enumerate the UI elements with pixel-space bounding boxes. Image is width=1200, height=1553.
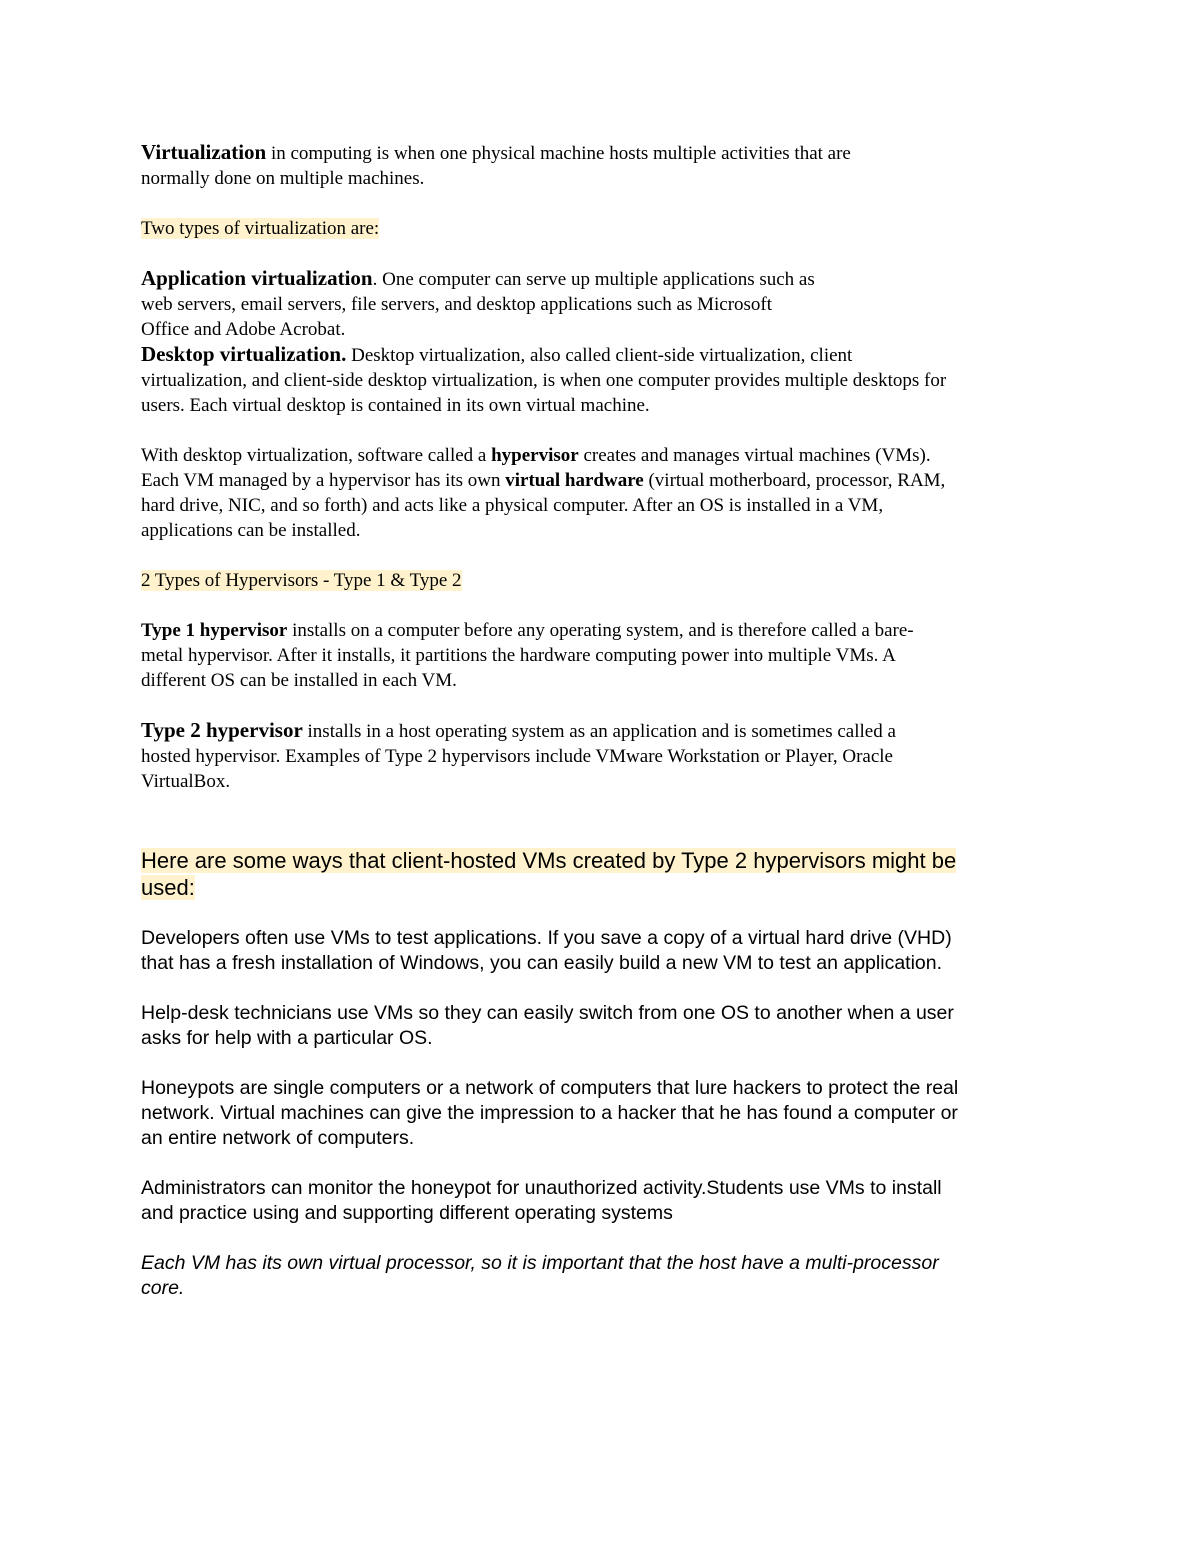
hypervisor-text-a: With desktop virtualization, software called a	[141, 445, 492, 466]
processor-note-line-1: Each VM has its own virtual processor, so it is important that the host have a multi-processor	[141, 1252, 939, 1274]
processor-note-line-2: core.	[141, 1277, 185, 1299]
uses-heading-line-1: Here are some ways that client-hosted VMs created by Type 2 hypervisors might be	[141, 848, 957, 873]
type2-line-3: VirtualBox.	[141, 771, 231, 792]
document-page	[141, 140, 1071, 1301]
type1-paragraph	[141, 618, 1071, 693]
hypervisor-text-d: Each VM managed by a hypervisor has its own	[141, 470, 506, 491]
use-administrators-line-2: and practice using and supporting different operating systems	[141, 1202, 673, 1224]
app-virtualization-line-3: Office and Adobe Acrobat.	[141, 319, 346, 340]
uses-heading-line-2: used:	[141, 875, 195, 900]
use-helpdesk-line-2: asks for help with a particular OS.	[141, 1027, 433, 1049]
use-administrators-paragraph	[141, 1176, 1071, 1226]
hypervisor-text-h: applications can be installed.	[141, 520, 361, 541]
type2-paragraph	[141, 718, 1071, 794]
processor-note-paragraph	[141, 1251, 1071, 1301]
types-heading-paragraph	[141, 216, 1071, 241]
type2-line-1: installs in a host operating system as an application and is sometimes called a	[302, 721, 896, 742]
type1-line-3: different OS can be installed in each VM.	[141, 670, 457, 691]
hypervisor-types-heading: 2 Types of Hypervisors - Type 1 & Type 2	[141, 570, 462, 591]
hypervisor-text-g: hard drive, NIC, and so forth) and acts like a physical computer. After an OS is installed in a VM,	[141, 495, 884, 516]
hypervisor-paragraph	[141, 443, 1071, 543]
desktop-virtualization-line-2: virtualization, and client-side desktop virtualization, is when one computer provides multiple desktops for	[141, 370, 947, 391]
use-developers-line-1: Developers often use VMs to test applications. If you save a copy of a virtual hard drive (VHD)	[141, 927, 952, 949]
app-virtualization-paragraph	[141, 266, 1071, 342]
intro-term: Virtualization	[141, 140, 267, 164]
use-helpdesk-paragraph	[141, 1001, 1071, 1051]
use-developers-line-2: that has a fresh installation of Windows, you can easily build a new VM to test an application.	[141, 952, 943, 974]
types-heading: Two types of virtualization are:	[141, 218, 380, 239]
app-virtualization-line-1: . One computer can serve up multiple applications such as	[372, 269, 815, 290]
desktop-virtualization-line-1: Desktop virtualization, also called client-side virtualization, client	[346, 345, 853, 366]
hypervisor-types-heading-paragraph	[141, 568, 1071, 593]
use-honeypots-line-1: Honeypots are single computers or a network of computers that lure hackers to protect the real	[141, 1077, 959, 1099]
type2-line-2: hosted hypervisor. Examples of Type 2 hypervisors include VMware Workstation or Player, Oracle	[141, 746, 893, 767]
desktop-virtualization-paragraph	[141, 342, 1071, 418]
app-virtualization-term: Application virtualization	[141, 266, 373, 290]
uses-heading-paragraph	[141, 847, 1071, 901]
hypervisor-text-f: (virtual motherboard, processor, RAM,	[643, 470, 946, 491]
hypervisor-term: hypervisor	[491, 445, 579, 466]
use-helpdesk-line-1: Help-desk technicians use VMs so they can easily switch from one OS to another when a user	[141, 1002, 954, 1024]
intro-line-1: in computing is when one physical machine hosts multiple activities that are	[266, 143, 851, 164]
desktop-virtualization-line-3: users. Each virtual desktop is contained in its own virtual machine.	[141, 395, 650, 416]
type2-term: Type 2 hypervisor	[141, 718, 303, 742]
intro-paragraph	[141, 140, 1071, 191]
hypervisor-text-c: creates and manages virtual machines (VMs).	[578, 445, 931, 466]
virtual-hardware-term: virtual hardware	[505, 470, 644, 491]
use-honeypots-line-3: an entire network of computers.	[141, 1127, 415, 1149]
type1-term: Type 1 hypervisor	[141, 620, 288, 641]
type1-line-1: installs on a computer before any operating system, and is therefore called a bare-	[287, 620, 914, 641]
app-virtualization-line-2: web servers, email servers, file servers, and desktop applications such as Microsoft	[141, 294, 773, 315]
use-honeypots-paragraph	[141, 1076, 1071, 1151]
use-developers-paragraph	[141, 926, 1071, 976]
intro-line-2: normally done on multiple machines.	[141, 168, 425, 189]
use-administrators-line-1: Administrators can monitor the honeypot for unauthorized activity.Students use VMs to install	[141, 1177, 942, 1199]
use-honeypots-line-2: network. Virtual machines can give the impression to a hacker that he has found a computer or	[141, 1102, 958, 1124]
type1-line-2: metal hypervisor. After it installs, it partitions the hardware computing power into multiple VMs. A	[141, 645, 896, 666]
desktop-virtualization-term: Desktop virtualization.	[141, 342, 347, 366]
